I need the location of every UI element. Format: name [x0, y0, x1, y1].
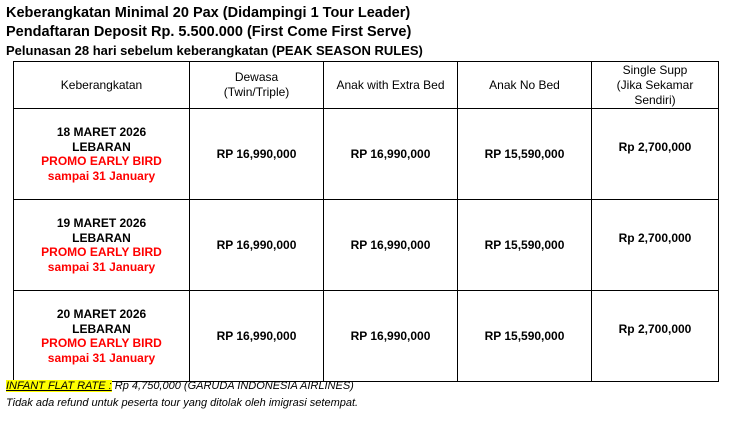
promo-deadline: sampai 31 January [47, 259, 156, 274]
col-header-single-line1: Single Supp [622, 62, 688, 77]
infant-rate-label: INFANT FLAT RATE : [6, 380, 112, 392]
price-extra-bed: RP 16,990,000 [324, 109, 458, 200]
col-header-single-supp [592, 62, 719, 109]
col-header-no-bed: Anak No Bed [458, 62, 592, 109]
header-line-2: Pendaftaran Deposit Rp. 5.500.000 (First Come First Serve) [6, 24, 412, 40]
header-line-1: Keberangkatan Minimal 20 Pax (Didampingi 1 Tour Leader) [6, 5, 411, 21]
infant-rate-value: Rp 4,750,000 (GARUDA INDONESIA AIRLINES) [111, 380, 354, 392]
promo-title: PROMO EARLY BIRD [41, 154, 162, 168]
promo-title: PROMO EARLY BIRD [41, 245, 162, 259]
departure-cell [14, 200, 190, 291]
price-no-bed: RP 15,590,000 [458, 109, 592, 200]
departure-cell [14, 291, 190, 382]
col-header-dewasa-line2: (Twin/Triple) [223, 85, 290, 99]
table-row [14, 200, 719, 291]
departure-label: LEBARAN [72, 321, 131, 336]
price-no-bed: RP 15,590,000 [458, 291, 592, 382]
price-dewasa: RP 16,990,000 [190, 109, 324, 200]
departure-label: LEBARAN [72, 139, 131, 154]
departure-date: 19 MARET 2026 [56, 216, 147, 230]
table-row [14, 291, 719, 382]
price-table [13, 61, 719, 382]
col-header-dewasa [190, 62, 324, 109]
table-header-row [14, 62, 719, 109]
header-line-3: Pelunasan 28 hari sebelum keberangkatan (PEAK SEASON RULES) [6, 43, 423, 58]
price-single-supp: Rp 2,700,000 [592, 200, 719, 291]
departure-label: LEBARAN [72, 230, 131, 245]
price-extra-bed: RP 16,990,000 [324, 200, 458, 291]
price-single-supp: Rp 2,700,000 [592, 109, 719, 200]
promo-deadline: sampai 31 January [47, 350, 156, 365]
promo-deadline: sampai 31 January [47, 168, 156, 183]
infant-rate [6, 380, 354, 392]
col-header-dewasa-line1: Dewasa [234, 70, 279, 84]
col-header-single-line2: (Jika Sekamar [616, 77, 694, 92]
price-single-supp: Rp 2,700,000 [592, 291, 719, 382]
departure-cell [14, 109, 190, 200]
promo-title: PROMO EARLY BIRD [41, 336, 162, 350]
col-header-keberangkatan: Keberangkatan [14, 62, 190, 109]
table-row [14, 109, 719, 200]
col-header-single-line3: Sendiri) [634, 92, 676, 107]
price-no-bed: RP 15,590,000 [458, 200, 592, 291]
price-dewasa: RP 16,990,000 [190, 291, 324, 382]
price-extra-bed: RP 16,990,000 [324, 291, 458, 382]
price-dewasa: RP 16,990,000 [190, 200, 324, 291]
departure-date: 18 MARET 2026 [56, 125, 147, 139]
col-header-extra-bed: Anak with Extra Bed [324, 62, 458, 109]
refund-note: Tidak ada refund untuk peserta tour yang ditolak oleh imigrasi setempat. [6, 397, 359, 409]
departure-date: 20 MARET 2026 [56, 307, 147, 321]
